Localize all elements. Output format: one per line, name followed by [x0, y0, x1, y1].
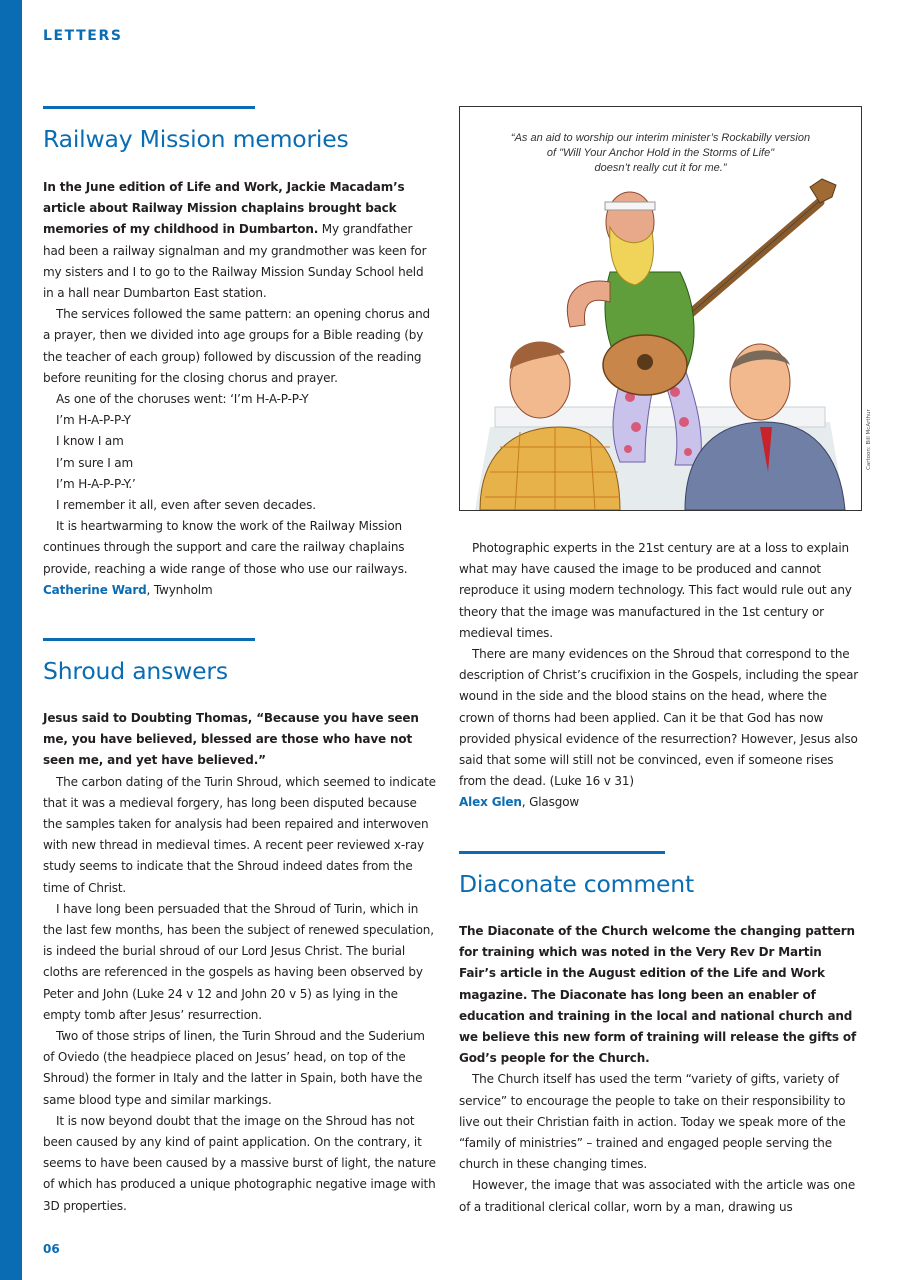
signature	[43, 580, 436, 601]
author-place: , Glasgow	[521, 795, 580, 810]
guitar-soundhole	[637, 354, 653, 370]
paragraph: It is heartwarming to know the work of the Railway Mission continues through the support and care the railway chaplains provide, reaching a wide range of those who use our railways.	[43, 519, 408, 576]
paragraph: The services followed the same pattern: an opening chorus and a prayer, then we divided into age groups for a Bible reading (by the teacher of each group) followed by discussion of the reading before reuniting for the closing chorus and prayer.	[43, 307, 431, 385]
letter-body	[43, 708, 436, 1217]
chorus-line: I’m H-A-P-P-Y.’	[56, 476, 136, 491]
paragraph: I have long been persuaded that the Shroud of Turin, which in the last few months, has been the subject of renewed speculation, is indeed the burial shroud of our Lord Jesus Christ. The burial cloths are referenced in the gospels as having been observed by Peter and John (Luke 24 v 12 and John 20 v 5) as lying in the empty tomb after Jesus’ resurrection.	[43, 901, 434, 1022]
cartoon-illustration	[460, 107, 861, 510]
paragraph: The Church itself has used the term “variety of gifts, variety of service” to encourage the people to take on their responsibility to live out their Christian faith in action. Today we speak more of the “family of ministries” – trained and engaged people serving the church in these changing times.	[459, 1072, 846, 1172]
paragraph: Photographic experts in the 21st century are at a loss to explain what may have caused the image to be produced and cannot reproduce it using modern technology. This fact would rule out any theory that the image was manufactured in the 1st century or medieval times.	[459, 541, 852, 640]
letter-body	[43, 177, 436, 601]
cartoon	[459, 106, 862, 511]
chorus-line: I’m H-A-P-P-Y	[56, 413, 131, 428]
side-accent-bar	[0, 0, 22, 1280]
section-label: LETTERS	[43, 28, 123, 44]
letter-title: Railway Mission memories	[43, 125, 349, 153]
page-number: 06	[43, 1242, 60, 1256]
author-place: , Twynholm	[146, 582, 213, 597]
cartoon-credit: Cartoon: Bill McArthur	[866, 409, 872, 470]
cartoon-caption-line: “As an aid to worship our interim minister’s Rockabilly version	[510, 132, 811, 144]
title-rule	[459, 851, 665, 854]
paragraph: The carbon dating of the Turin Shroud, which seemed to indicate that it was a medieval forgery, has long been disputed because the samples taken for analysis had been repaired and interwoven with new thread in medieval times. A recent peer reviewed x-ray study seems to indicate that the Shroud indeed dates from the time of Christ.	[43, 774, 436, 895]
letter-title: Diaconate comment	[459, 870, 695, 898]
title-rule	[43, 638, 255, 641]
lead-paragraph: Jesus said to Doubting Thomas, “Because you have seen me, you have believed, blessed are those who have not seen me, and yet have believed.”	[43, 711, 419, 768]
paragraph: Two of those strips of linen, the Turin Shroud and the Suderium of Oviedo (the headpiece placed on Jesus’ head, on top of the Shroud) the former in Italy and the latter in Spain, both have the same blood type and similar markings.	[43, 1029, 425, 1107]
lead-paragraph: The Diaconate of the Church welcome the changing pattern for training which was noted in the Very Rev Dr Martin Fair’s article in the August edition of the Life and Work magazine. The Diaconate has long been an enabler of education and training in the local and national church and we believe this new form of training will release the gifts of God’s people for the Church.	[459, 924, 857, 1066]
letter-body	[459, 921, 862, 1218]
paragraph-text: My grandfather had been a railway signalman and my grandmother was keen for my sisters and I to go to the Railway Mission Sunday School held in a hall near Dumbarton East station.	[43, 222, 427, 301]
paragraph: There are many evidences on the Shroud that correspond to the description of Christ’s crucifixion in the Gospels, including the spear wound in the side and the blood stains on the head, where the crown of thorns had been applied. Can it be that God has now provided physical evidence of the resurrection? However, Jesus also said that some will still not be convinced, even if someone rises from the dead. (Luke 16 v 31)	[459, 647, 859, 789]
headband	[605, 202, 655, 210]
chorus-line: I’m sure I am	[56, 455, 134, 470]
cartoon-caption-line: of "Will Your Anchor Hold in the Storms of Life"	[546, 147, 775, 159]
title-rule	[43, 106, 255, 109]
lead-text: In the June edition of Life and Work, Jackie Macadam’s article about Railway Mission chaplains brought back memories of my childhood in Dumbarton.	[43, 180, 405, 237]
cartoon-caption-line: doesn’t really cut it for me.”	[594, 162, 727, 174]
guitar-head	[810, 179, 836, 203]
paragraph: As one of the choruses went: ‘I’m H-A-P-P-Y	[56, 392, 309, 407]
letter-body-continued	[459, 538, 862, 814]
lead-paragraph	[43, 177, 436, 304]
paragraph: However, the image that was associated with the article was one of a traditional clerical collar, worn by a man, drawing us	[459, 1178, 856, 1214]
author-name: Alex Glen	[459, 795, 522, 810]
author-name: Catherine Ward	[43, 582, 147, 597]
paragraph: It is now beyond doubt that the image on the Shroud has not been caused by any kind of paint application. On the contrary, it seems to have been caused by a massive burst of light, the nature of which has produced a unique photographic negative image with 3D properties.	[43, 1113, 436, 1213]
raised-arm	[567, 281, 610, 327]
paragraph: I remember it all, even after seven decades.	[56, 498, 316, 513]
letter-title: Shroud answers	[43, 657, 228, 685]
signature	[459, 792, 862, 813]
chorus-line: I know I am	[56, 434, 124, 449]
